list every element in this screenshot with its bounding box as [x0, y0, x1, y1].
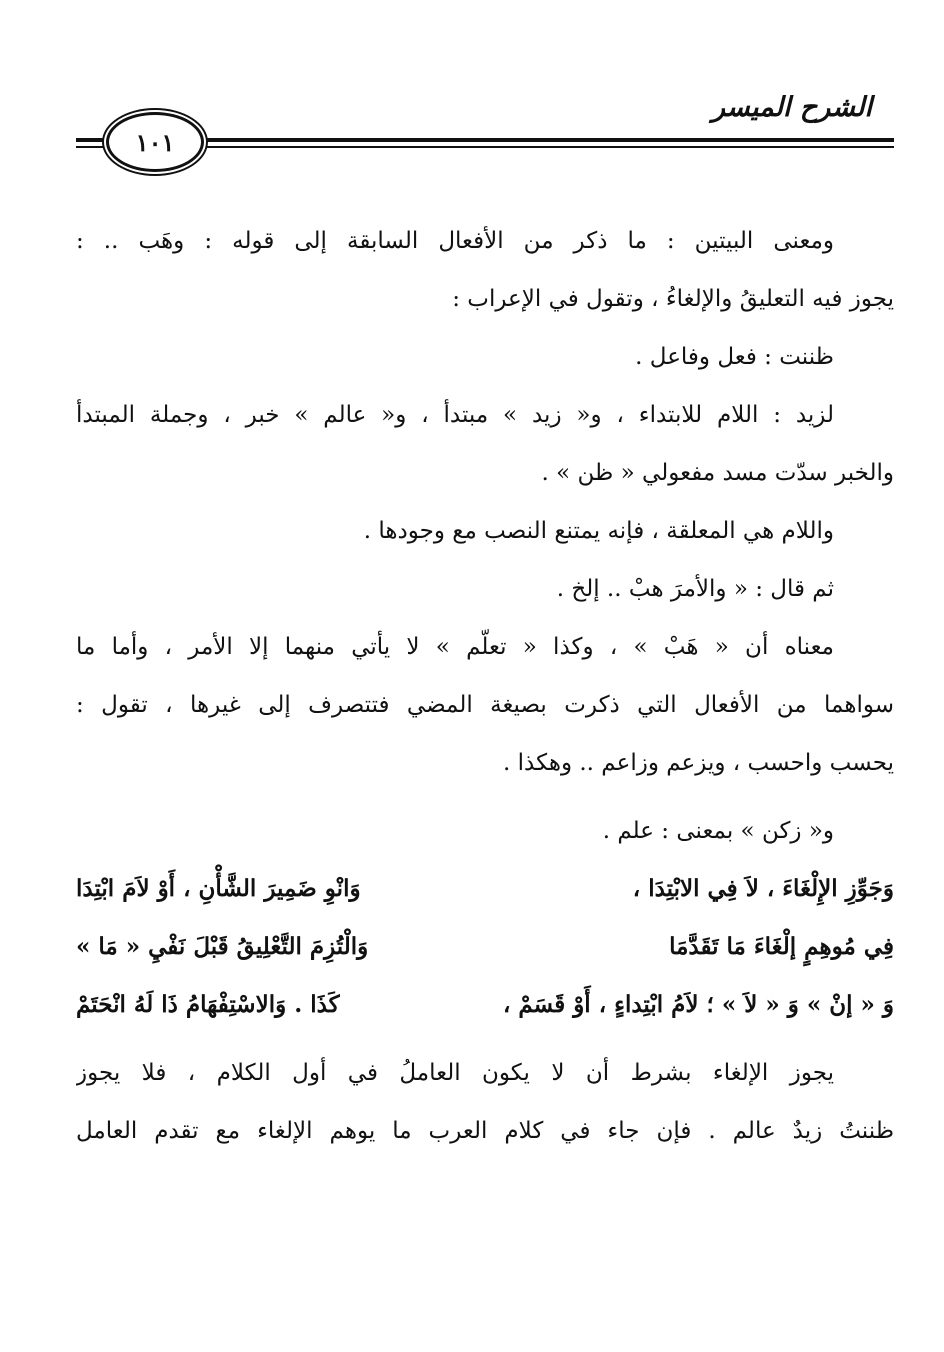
verse-block	[76, 860, 894, 1034]
text-line: والخبر سدّت مسد مفعولي « ظن » .	[541, 460, 894, 486]
text-line: يجوز الإلغاء بشرط أن لا يكون العاملُ في أول الكلام ، فلا يجوز	[76, 1060, 834, 1086]
text-line: سواهما من الأفعال التي ذكرت بصيغة المضي فتتصرف إلى غيرها ، تقول :	[76, 692, 894, 718]
text-line: ومعنى البيتين : ما ذكر من الأفعال السابقة إلى قوله : وهَب .. :	[76, 228, 834, 254]
spacer	[76, 792, 894, 802]
verse-first-hemistich: وَ « إنْ » وَ « لاَ » ؛ لاَمُ ابْتِداءٍ ، أَوْ قَسَمْ ،	[502, 991, 894, 1018]
spacer	[76, 1034, 894, 1044]
verse-second-hemistich: وَانْوِ ضَمِيرَ الشَّأْنِ ، أَوْ لاَمَ ابْتِدَا	[76, 875, 361, 902]
text-line: ظننتُ زيدٌ عالم . فإن جاء في كلام العرب ما يوهم الإلغاء مع تقدم العامل	[76, 1118, 894, 1144]
verse-second-hemistich: وَالْتُزِمَ التَّعْلِيقُ قَبْلَ نَفْيِ « مَا »	[76, 933, 369, 960]
text-line: معناه أن « هَبْ » ، وكذا « تعلّم » لا يأتي منهما إلا الأمر ، وأما ما	[76, 634, 834, 660]
verse-line	[76, 918, 894, 976]
text-line: ظننت : فعل وفاعل .	[635, 344, 834, 370]
text-line: و« زكن » بمعنى : علم .	[602, 818, 834, 844]
verse-line	[76, 976, 894, 1034]
verse-first-hemistich: وَجَوِّزِ الإِلْغَاءَ ، لاَ فِي الابْتِدَا ،	[632, 875, 894, 902]
text-line: ثم قال : « والأمرَ هبْ .. إلخ .	[556, 576, 834, 602]
verse-line	[76, 860, 894, 918]
verse-first-hemistich: فِي مُوهِمٍ إلْغَاءَ مَا تَقَدَّمَا	[669, 933, 894, 960]
page-number: ١٠١	[106, 112, 204, 172]
book-title: الشرح الميسر	[711, 92, 872, 123]
text-line: يجوز فيه التعليقُ والإلغاءُ ، وتقول في الإعراب :	[452, 286, 894, 312]
text-line: يحسب واحسب ، ويزعم وزاعم .. وهكذا .	[503, 750, 894, 776]
text-line: لزيد : اللام للابتداء ، و« زيد » مبتدأ ، و« عالم » خبر ، وجملة المبتدأ	[76, 402, 834, 428]
verse-second-hemistich: كَذَا . وَالاسْتِفْهَامُ ذَا لَهُ انْحَتَمْ	[76, 991, 340, 1018]
page-body	[76, 212, 894, 1160]
text-line: واللام هي المعلقة ، فإنه يمتنع النصب مع وجودها .	[363, 518, 834, 544]
page-header	[0, 0, 944, 180]
